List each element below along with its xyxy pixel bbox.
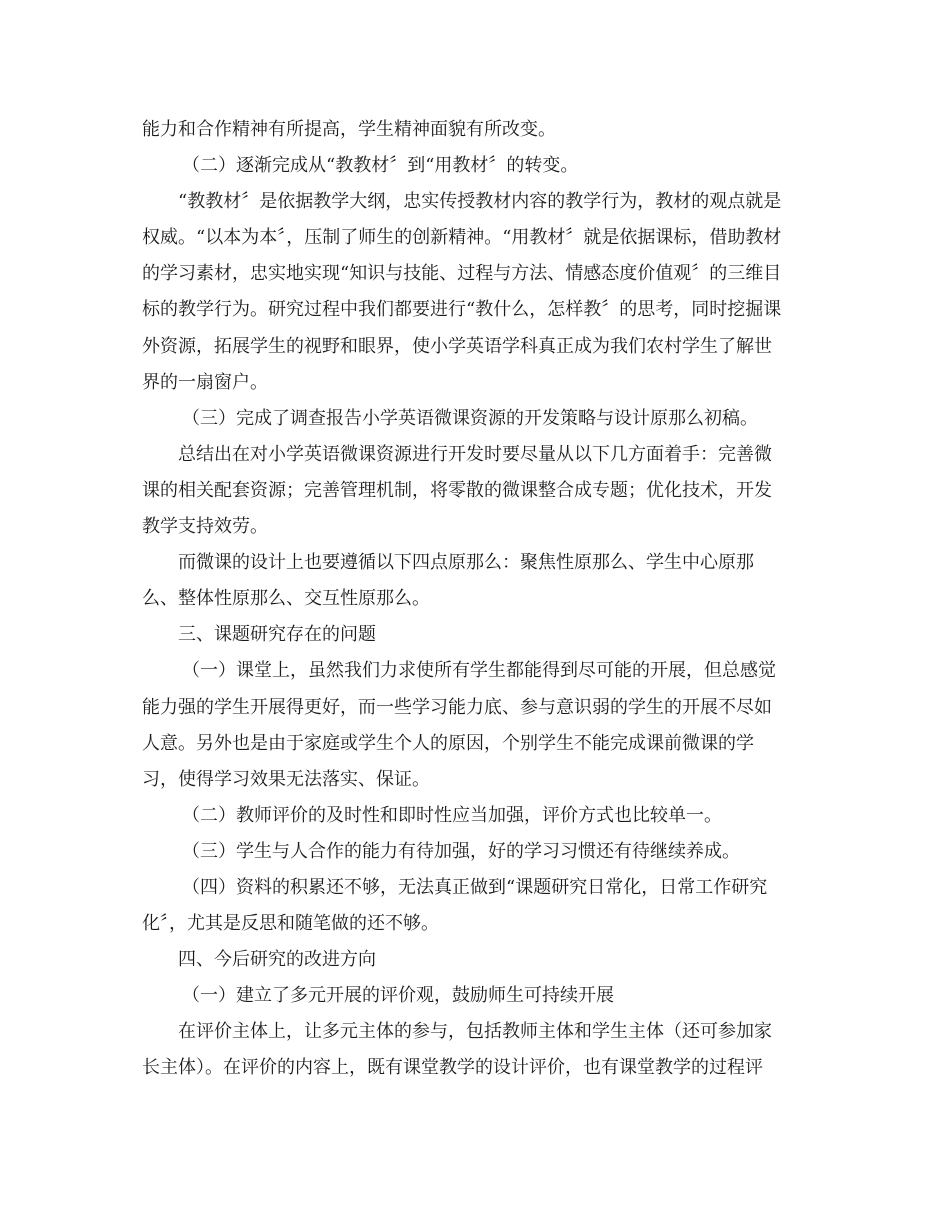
document-body [142, 112, 810, 1087]
text-line: 长主体）。在评价的内容上，既有课堂教学的设计评价，也有课堂教学的过程评 [142, 1057, 763, 1079]
text-line: （二）教师评价的及时性和即时性应当加强，评价方式也比较单一。 [182, 804, 722, 826]
text-line: 的学习素材，忠实地实现“知识与技能、过程与方法、情感态度价值观〞的三维目 [142, 263, 782, 285]
text-line: 化〞，尤其是反思和随笔做的还不够。 [142, 913, 439, 935]
text-line: 界的一扇窗户。 [142, 371, 268, 393]
text-line: （四）资料的积累还不够，无法真正做到“课题研究日常化，日常工作研究 [182, 876, 768, 898]
text-line: “教教材〞是依据教学大纲，忠实传授教材内容的教学行为，教材的观点就是 [178, 191, 782, 213]
text-line: 习，使得学习效果无法落实、保证。 [142, 768, 430, 790]
text-line: （一）建立了多元开展的评价观，鼓励师生可持续开展 [182, 985, 614, 1007]
text-line: 权威。“以本为本〞，压制了师生的创新精神。“用教材〞就是依据课标，借助教材 [142, 227, 782, 249]
text-line: 四、今后研究的改进方向 [178, 949, 376, 971]
text-line: 能力强的学生开展得更好，而一些学习能力底、参与意识弱的学生的开展不尽如 [142, 696, 772, 718]
text-line: 而微课的设计上也要遵循以下四点原那么：聚焦性原那么、学生中心原那 [178, 552, 754, 574]
text-line: 人意。另外也是由于家庭或学生个人的原因，个别学生不能完成课前微课的学 [142, 732, 754, 754]
text-line: 标的教学行为。研究过程中我们都要进行“教什么，怎样教〞的思考，同时挖掘课 [142, 299, 782, 321]
text-line: 总结出在对小学英语微课资源进行开发时要尽量从以下几方面着手：完善微 [178, 443, 772, 465]
text-line: （二）逐渐完成从“教教材〞到“用教材〞的转变。 [182, 155, 579, 177]
text-line: （三）学生与人合作的能力有待加强，好的学习习惯还有待继续养成。 [182, 840, 740, 862]
text-line: 能力和合作精神有所提高，学生精神面貌有所改变。 [142, 119, 556, 140]
text-line: 在评价主体上，让多元主体的参与，包括教师主体和学生主体（还可参加家 [178, 1021, 772, 1043]
text-line: （三）完成了调查报告小学英语微课资源的开发策略与设计原那么初稿。 [182, 407, 758, 429]
text-line: 课的相关配套资源；完善管理机制，将零散的微课整合成专题；优化技术，开发 [142, 479, 772, 501]
text-line: （一）课堂上，虽然我们力求使所有学生都能得到尽可能的开展，但总感觉 [182, 660, 776, 682]
text-line: 教学支持效劳。 [142, 516, 268, 538]
text-line: 么、整体性原那么、交互性原那么。 [142, 588, 430, 610]
text-line: 外资源，拓展学生的视野和眼界，使小学英语学科真正成为我们农村学生了解世 [142, 335, 772, 357]
text-line: 三、课题研究存在的问题 [178, 624, 376, 646]
